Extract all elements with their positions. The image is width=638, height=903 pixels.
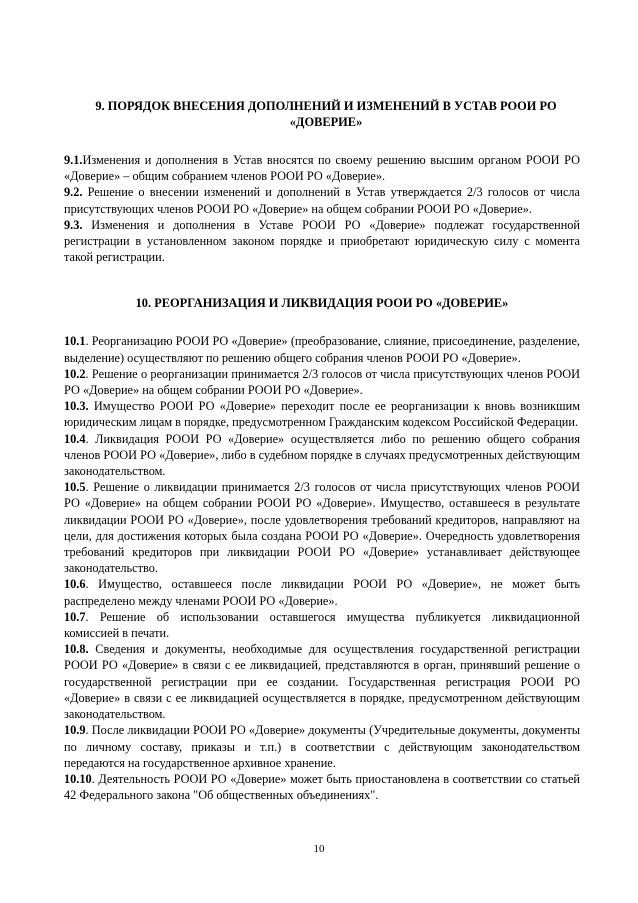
clause-number: 10.6 [64, 577, 86, 592]
clause-number: 10.8. [64, 642, 89, 657]
clause-10-7 [64, 609, 580, 641]
clause-text: Изменения и дополнения в Уставе РООИ РО «Доверие» подлежат государственной регистрации в установленном законом порядке и приобретают юридическую силу с момента такой регистрации. [64, 217, 580, 265]
clause-number: 10.3. [64, 399, 89, 414]
section-9-body [64, 152, 580, 265]
clause-number: 10.7 [64, 609, 86, 624]
clause-text: Решение о внесении изменений и дополнений в Устав утверждается 2/3 голосов от числа присутствующих членов РООИ РО «Доверие» на общем собрании РООИ РО «Доверие». [64, 185, 580, 216]
clause-number: 10.9 [64, 723, 86, 738]
section-10-body [64, 333, 580, 803]
clause-text: . Реорганизацию РООИ РО «Доверие» (преобразование, слияние, присоединение, разделение, выделение) осуществляют по решению общего собрания членов РООИ РО «Доверие». [64, 334, 580, 365]
clause-number: 10.2 [64, 366, 86, 381]
clause-text: . Решение о ликвидации принимается 2/3 голосов от числа присутствующих членов РООИ РО «Доверие» на общем собрании РООИ РО «Доверие». Имущество, оставшееся в результате ликвидации РООИ РО «Доверие», после удовлетворения требований кредиторов, направляют на цели, для достижения которых была создана РООИ РО «Доверие». Очередность удовлетворения требований кредиторов при ликвидации РООИ РО «Доверие» устанавливает действующее законодательство. [64, 480, 580, 576]
clause-text: Изменения и дополнения в Устав вносятся по своему решению высшим органом РООИ РО «Доверие» – общим собранием членов РООИ РО «Доверие». [64, 153, 580, 184]
clause-9-2 [64, 184, 580, 216]
clause-10-6 [64, 576, 580, 608]
document-page [64, 98, 580, 803]
section-9-heading [64, 98, 580, 130]
clause-9-3 [64, 217, 580, 266]
clause-number: 10.10 [64, 771, 92, 786]
section-9-heading-line1: 9. ПОРЯДОК ВНЕСЕНИЯ ДОПОЛНЕНИЙ И ИЗМЕНЕНИЙ В УСТАВ РООИ РО [95, 99, 557, 113]
clause-number: 10.4 [64, 431, 86, 446]
clause-text: . Деятельность РООИ РО «Доверие» может быть приостановлена в соответствии со статьей 42 Федерального закона "Об общественных объединениях". [64, 771, 580, 803]
clause-number: 9.2. [64, 185, 83, 200]
clause-text: . После ликвидации РООИ РО «Доверие» документы (Учредительные документы, документы по личному составу, приказы и т.п.) в соответствии с действующим законодательством передаются на государственное архивное хранение. [64, 723, 580, 770]
clause-text: . Имущество, оставшееся после ликвидации РООИ РО «Доверие», не может быть распределено между членами РООИ РО «Доверие». [64, 577, 580, 608]
clause-text: Сведения и документы, необходимые для осуществления государственной регистрации РООИ РО «Доверие» в связи с ее ликвидацией, представляются в орган, принявший решение о государственной регистрации при ее создании. Государственная регистрация РООИ РО «Доверие» в связи с ее ликвидацией осуществляется в порядке, предусмотренном действующим законодательством. [64, 642, 580, 722]
page-number: 10 [313, 843, 325, 855]
section-9-heading-line2: «ДОВЕРИЕ» [289, 115, 363, 129]
clause-text: . Ликвидация РООИ РО «Доверие» осуществляется либо по решению общего собрания членов РООИ РО «Доверие», либо в судебном порядке в случаях предусмотренных действующим законодательством. [64, 431, 580, 479]
clause-10-3 [64, 398, 580, 430]
section-10-heading: 10. РЕОРГАНИЗАЦИЯ И ЛИКВИДАЦИЯ РООИ РО «ДОВЕРИЕ» [135, 296, 509, 311]
clause-10-4 [64, 431, 580, 480]
clause-number: 9.3. [64, 217, 83, 232]
clause-10-5 [64, 479, 580, 576]
clause-10-8 [64, 641, 580, 722]
clause-number: 10.1 [64, 334, 86, 349]
clause-10-10 [64, 771, 580, 803]
clause-number: 10.5 [64, 480, 86, 495]
clause-text: Имущество РООИ РО «Доверие» переходит после ее реорганизации к вновь возникшим юридическим лицам в порядке, предусмотренном Гражданским кодексом Российской Федерации. [64, 399, 580, 430]
clause-10-9 [64, 722, 580, 771]
clause-10-1 [64, 333, 580, 365]
clause-number: 9.1. [64, 153, 83, 167]
clause-9-1 [64, 152, 580, 184]
clause-text: . Решение об использовании оставшегося имущества публикуется ликвидационной комиссией в печати. [64, 609, 580, 641]
clause-text: . Решение о реорганизации принимается 2/3 голосов от числа присутствующих членов РООИ РО «Доверие» на общем собрании РООИ РО «Доверие». [64, 366, 580, 398]
clause-10-2 [64, 366, 580, 398]
